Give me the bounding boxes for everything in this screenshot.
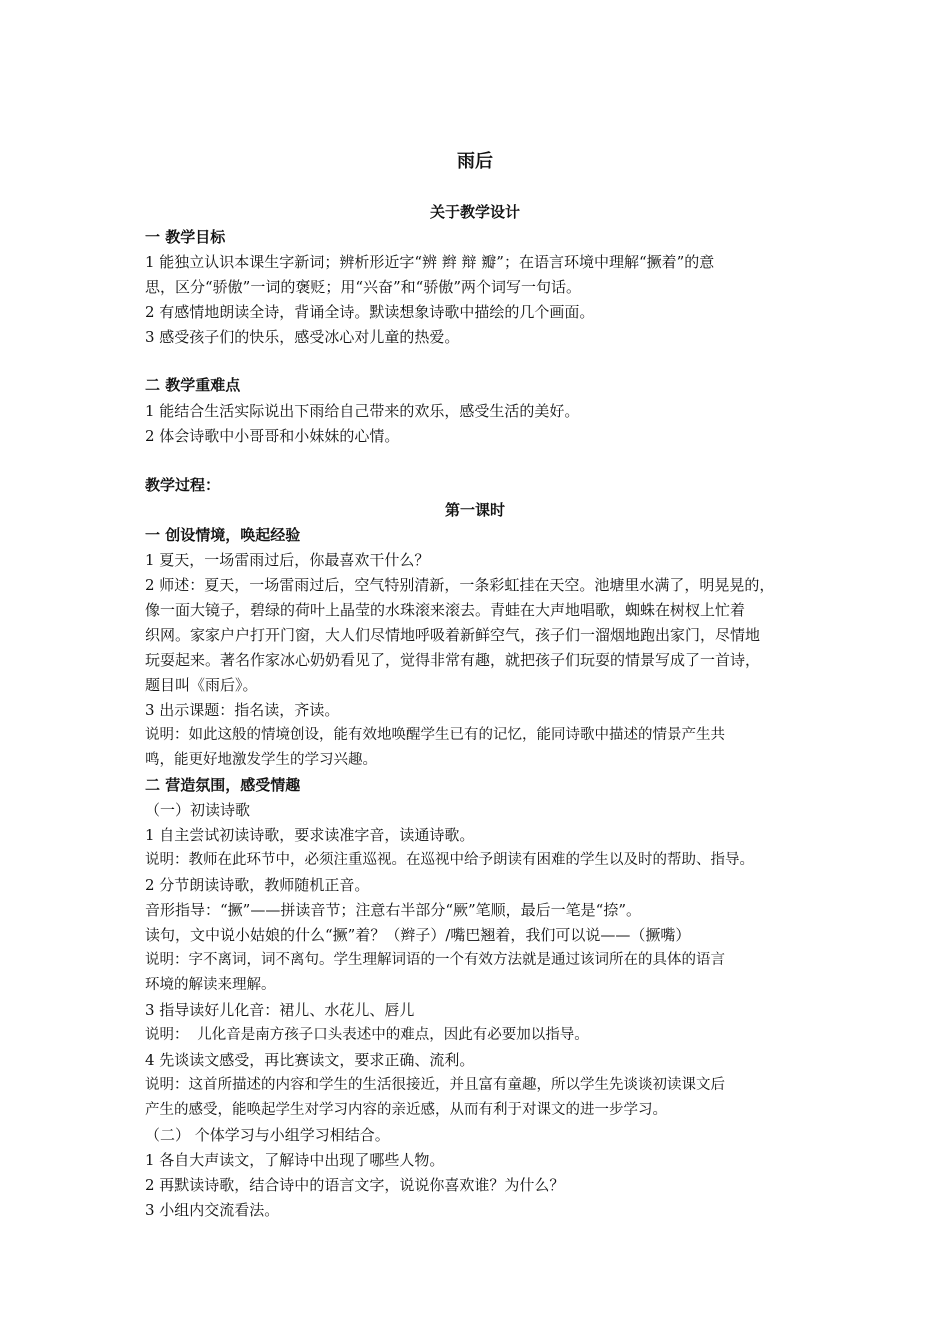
note-line: 说明：教师在此环节中，必须注重巡视。在巡视中给予朗读有困难的学生以及时的帮助、指导。 <box>145 852 754 868</box>
note-line: 环境的解读来理解。 <box>145 977 276 993</box>
paragraph-line: 玩耍起来。著名作家冰心奶奶看见了，觉得非常有趣，就把孩子们玩耍的情景写成了一首诗， <box>145 651 761 669</box>
paragraph-line: 3 出示课题：指名读，齐读。 <box>145 701 340 719</box>
paragraph-line: 2 体会诗歌中小哥哥和小妹妹的心情。 <box>145 427 400 445</box>
note-line: 产生的感受，能唤起学生对学习内容的亲近感，从而有利于对课文的进一步学习。 <box>145 1102 667 1118</box>
section-heading-scenario: 一 创设情境，唤起经验 <box>145 526 301 544</box>
process-heading: 教学过程： <box>145 476 221 494</box>
paragraph-line: 3 感受孩子们的快乐，感受冰心对儿童的热爱。 <box>145 328 460 346</box>
paragraph-line: 像一面大镜子，碧绿的荷叶上晶莹的水珠滚来滚去。青蛙在大声地唱歌，蜘蛛在树杈上忙着 <box>145 601 746 619</box>
paragraph-line: 1 各自大声读文，了解诗中出现了哪些人物。 <box>145 1151 445 1169</box>
note-line: 说明： 儿化音是南方孩子口头表述中的难点，因此有必要加以指导。 <box>145 1027 589 1043</box>
paragraph-line: 音形指导：“撅”——拼读音节；注意右半部分“厥”笔顺，最后一笔是“捺”。 <box>145 901 642 919</box>
note-line: 鸣，能更好地激发学生的学习兴趣。 <box>145 752 377 768</box>
note-line: 说明：字不离词，词不离句。学生理解词语的一个有效方法就是通过该词所在的具体的语言 <box>145 952 725 968</box>
subheading-individual-group: （二） 个体学习与小组学习相结合。 <box>145 1126 390 1144</box>
paragraph-line: 织网。家家户户打开门窗，大人们尽情地呼吸着新鲜空气，孩子们一溜烟地跑出家门，尽情地 <box>145 626 761 644</box>
paragraph-line: 1 能独立认识本课生字新词；辨析形近字“辨 辫 辩 瓣”；在语言环境中理解“撅着”的意 <box>145 253 715 271</box>
paragraph-line: 3 指导读好儿化音：裙儿、水花儿、唇儿 <box>145 1001 415 1019</box>
paragraph-line: 读句，文中说小姑娘的什么“撅”着？（辫子）/嘴巴翘着，我们可以说——（撅嘴） <box>145 926 691 944</box>
subheading-first-reading: （一）初读诗歌 <box>145 801 251 819</box>
note-line: 说明：这首所描述的内容和学生的生活很接近，并且富有童趣，所以学生先谈谈初读课文后 <box>145 1077 725 1093</box>
document-subtitle: 关于教学设计 <box>429 203 520 221</box>
lesson-heading: 第一课时 <box>444 501 505 519</box>
paragraph-line: 2 再默读诗歌，结合诗中的语言文字，说说你喜欢谁？为什么？ <box>145 1176 565 1194</box>
document-title: 雨后 <box>457 151 493 172</box>
paragraph-line: 1 能结合生活实际说出下雨给自己带来的欢乐，感受生活的美好。 <box>145 402 580 420</box>
paragraph-line: 1 自主尝试初读诗歌，要求读准字音，读通诗歌。 <box>145 826 475 844</box>
paragraph-line: 2 师述：夏天，一场雷雨过后，空气特别清新，一条彩虹挂在天空。池塘里水满了，明晃晃的， <box>145 576 775 594</box>
paragraph-line: 2 分节朗读诗歌，教师随机正音。 <box>145 876 370 894</box>
paragraph-line: 思，区分“骄傲”一词的褒贬；用“兴奋”和“骄傲”两个词写一句话。 <box>145 278 582 296</box>
note-line: 说明：如此这般的情境创设，能有效地唤醒学生已有的记忆，能同诗歌中描述的情景产生共 <box>145 727 725 743</box>
section-heading-goals: 一 教学目标 <box>145 228 226 246</box>
section-heading-key-points: 二 教学重难点 <box>145 376 241 394</box>
paragraph-line: 1 夏天，一场雷雨过后，你最喜欢干什么？ <box>145 551 430 569</box>
paragraph-line: 题目叫《雨后》。 <box>145 676 258 694</box>
paragraph-line: 2 有感情地朗读全诗，背诵全诗。默读想象诗歌中描绘的几个画面。 <box>145 303 595 321</box>
paragraph-line: 3 小组内交流看法。 <box>145 1201 280 1219</box>
paragraph-line: 4 先谈读文感受，再比赛读文，要求正确、流利。 <box>145 1051 475 1069</box>
section-heading-atmosphere: 二 营造氛围，感受情趣 <box>145 776 301 794</box>
